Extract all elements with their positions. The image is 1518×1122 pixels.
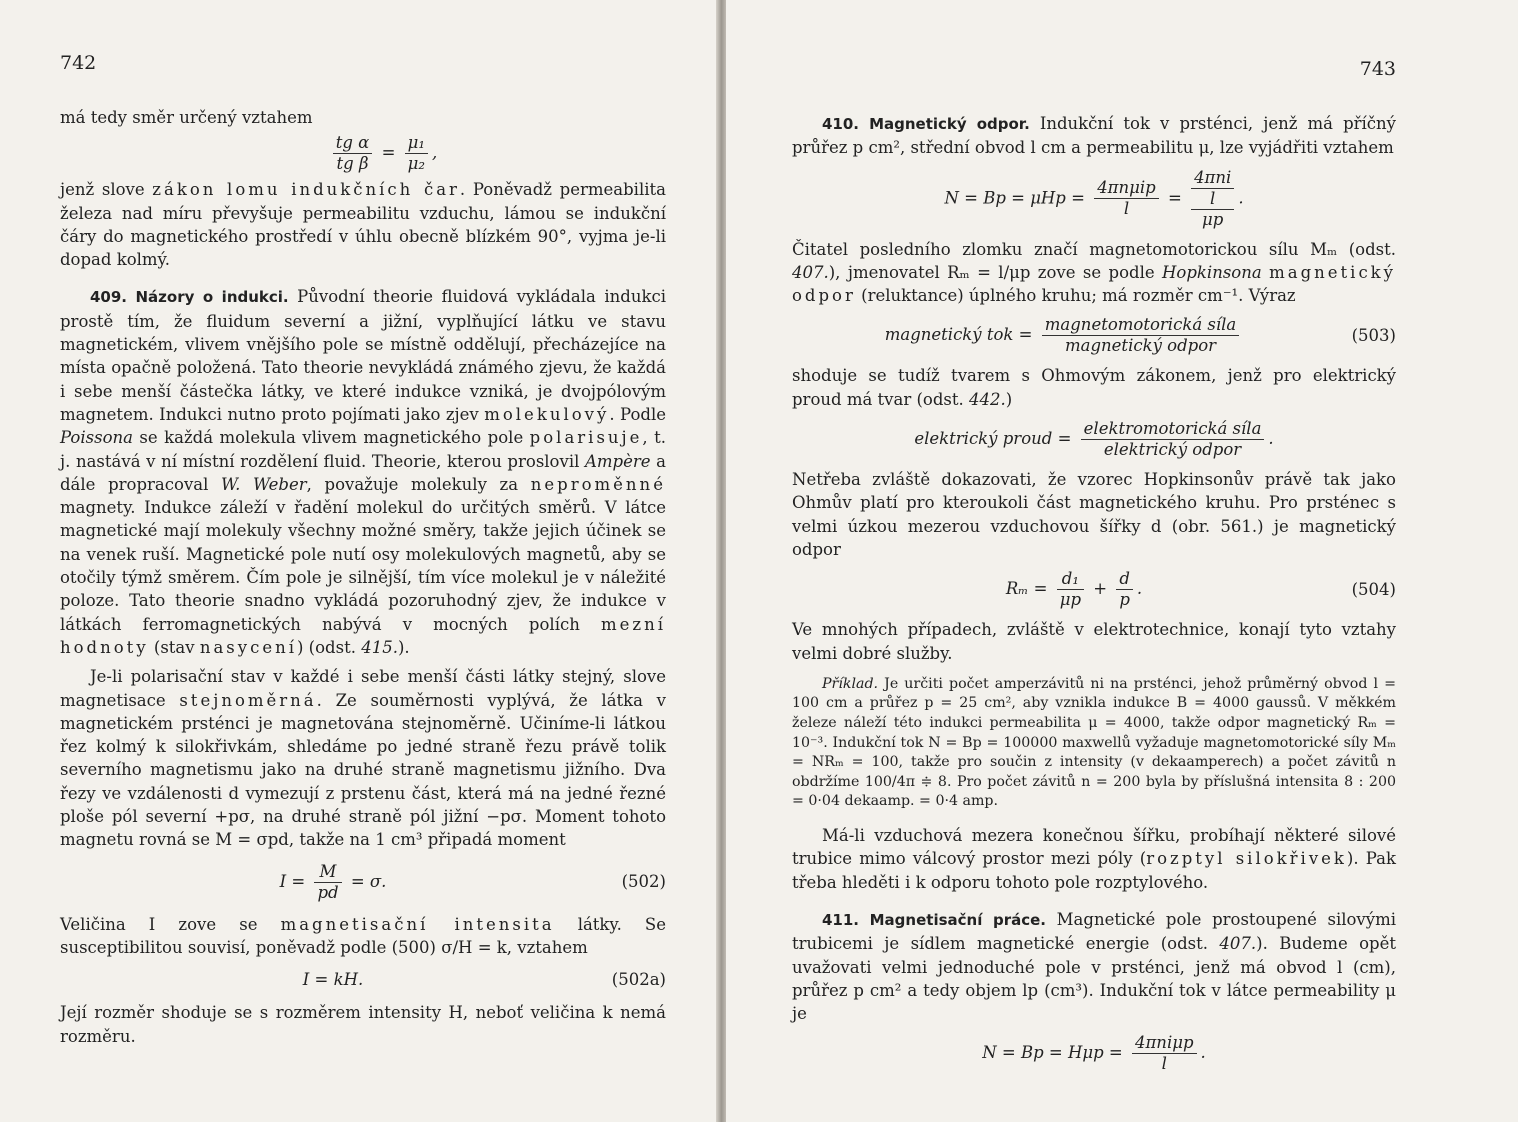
- paragraph-air-gap: Má-li vzduchová mezera konečnou šířku, probíhají některé silové trubice mimo válcový prostor mezi póly (rozptyl silokřivek). Pak třeba hleděti i k odporu tohoto pole rozptylového.: [792, 826, 1396, 892]
- paragraph-dimension: Její rozměr shoduje se s rozměrem intensity H, neboť veličina k nemá rozměru.: [60, 1003, 666, 1046]
- section-409-heading: 409. Názory o indukci.: [90, 288, 289, 307]
- page-number-left: 742: [60, 52, 97, 74]
- page-number-right: 743: [1359, 58, 1396, 80]
- equation-502a: I = kH. (502a): [302, 970, 666, 990]
- equation-504: Rₘ = $\frac{\text{d₁}}{\mu p}$ + $\frac{d}{p}$ . (504): [1005, 569, 1396, 610]
- eqLast-fraction: $\frac{\text{4πniμp}}{l}$: [1132, 1033, 1197, 1074]
- paragraph-magnetisation-intensity: Veličina I zove se magnetisační intensita látky. Se susceptibilitou souvisí, poněvadž podle (500) σ/H = k, vztahem: [60, 914, 666, 957]
- equation-refraction: $\frac{\text{tg α}}{\text{tg β}}$ = $\frac{\text{μ₁}}{\text{μ₂}}$ ,: [60, 133, 666, 174]
- intro-text: má tedy směr určený vztahem: [60, 108, 313, 127]
- section-410: 410. Magnetický odpor. Indukční tok v prsténci, jenž má příčný průřez p cm², střední obvod l cm a permeabilitu μ, lze vyjádřiti vztahem: [792, 114, 1396, 158]
- eq502-fraction: $\frac{M}{pd}$: [314, 862, 341, 903]
- equation-503-tag: (503): [1351, 325, 1396, 345]
- paragraph-reluctance: Čitatel posledního zlomku značí magnetomotorickou sílu Mₘ (odst. 407.), jmenovatel Rₘ = l/μp zove se podle Hopkinsona magnetický odpor (reluktance) úplného kruhu; má rozměr cm⁻¹. Výraz: [792, 239, 1396, 306]
- section-409: 409. Názory o indukci. Původní theorie fluidová vykládala indukci prostě tím, že fluidum severní a jižní, vyplňující látku ve stavu magnetickém, vlivem vnějšího pole se místně oddělují, přecházejíce na místa opačně položená. Tato theorie nevykládá známého zjevu, že každá i sebe menší částečka látky, ve které indukce vzniká, je dvojpólovým magnetem. Indukci nutno proto pojímati jako zjev molekulový. Podle Poissona se každá molekula vlivem magnetického pole polarisuje, t. j. nastává v ní místní rozdělení fluid. Theorie, kterou proslovil Ampère a dále propracoval W. Weber, považuje molekuly za neproměnné magnety. Indukce záleží v řadění molekul do určitých směrů. V látce magnetické mají molekuly všechny možné směry, takže jejich účinek se na venek ruší. Magnetické pole nutí osy molekulových magnetů, aby se otočily týmž směrem. Čím pole je silnější, tím více molekul je v náležité poloze. Tato theorie snadno vykládá pozoruhodný zjev, že indukce v látkách ferromagnetických nabývá v mocných polích mezní hodnoty (stav nasycení) (odst. 415.).: [60, 287, 666, 657]
- equation-502a-tag: (502a): [611, 970, 666, 990]
- eq1-lhs-fraction: $\frac{\text{tg α}}{\text{tg β}}$: [333, 133, 373, 174]
- equation-502-tag: (502): [621, 872, 666, 892]
- eq503-fraction: $\frac{\text{magnetomotorická síla}}{\text{magnetický odpor}}$: [1042, 315, 1240, 356]
- paragraph-hopkinson: Netřeba zvláště dokazovati, že vzorec Hopkinsonův právě tak jako Ohmův platí pro kteroukoli část magnetického kruhu. Pro prsténec s velmi úzkou mezerou vzduchovou šířky d (obr. 561.) je magnetický odpor: [792, 470, 1396, 559]
- equation-503: magnetický tok = $\frac{\text{magnetomotorická síla}}{\text{magnetický odpor}}$ (503): [884, 315, 1396, 356]
- example-block: Příklad. Je určiti počet amperzávitů ni na prsténci, jehož průměrný obvod l = 100 cm a průřez p = 25 cm², aby vznikla indukce B = 4000 gaussů. V měkkém železe náleží této indukci permeabilita μ = 4000, takže odpor magnetický Rₘ = 10⁻³. Indukční tok N = Bp = 100000 maxwellů vyžaduje magnetomotorické síly Mₘ = NRₘ = 100, takže pro součin z intensity (v dekaamperech) a počet závitů n obdržíme 100/4π ≑ 8. Pro počet závitů n = 200 byla by příslušná intensita 8 : 200 = 0·04 dekaamp. = 0·4 amp.: [792, 675, 1396, 810]
- equation-flux: N = Bp = μHp = $\frac{\text{4πnμip}}{l}$ = 4πni l μp .: [944, 167, 1244, 229]
- section-411-heading: 411. Magnetisační práce.: [822, 910, 1046, 929]
- eqN-fraction-1: $\frac{\text{4πnμip}}{l}$: [1094, 178, 1159, 219]
- equation-flux-final: N = Bp = Hμp = $\frac{\text{4πniμp}}{l}$ .: [982, 1033, 1206, 1074]
- eq1-rhs-fraction: $\frac{\text{μ₁}}{\text{μ₂}}$: [405, 133, 428, 174]
- equation-electric-current: elektrický proud = $\frac{\text{elektromotorická síla}}{\text{elektrický odpor}}$ .: [914, 419, 1274, 460]
- example-heading: Příklad.: [822, 675, 879, 692]
- eqI-fraction: $\frac{\text{elektromotorická síla}}{\text{elektrický odpor}}$: [1081, 419, 1265, 460]
- right-page: [726, 0, 1518, 1122]
- left-page: [0, 0, 722, 1122]
- eqN-fraction-2: 4πni l μp: [1191, 168, 1234, 230]
- equation-504-tag: (504): [1351, 579, 1396, 599]
- paragraph-ohm-analogy: shoduje se tudíž tvarem s Ohmovým zákonem, jenž pro elektrický proud má tvar (odst. 442.): [792, 366, 1396, 409]
- section-411: 411. Magnetisační práce. Magnetické pole prostoupené silovými trubicemi je sídlem magnetické energie (odst. 407.). Budeme opět uvažovati velmi jednoduché pole v prsténci, jenž má obvod l (cm), průřez p cm² a tedy objem lp (cm³). Indukční tok v látce permeability μ je: [792, 909, 1397, 1024]
- eq504-fraction-1: $\frac{\text{d₁}}{\mu p}$: [1057, 569, 1084, 610]
- eq504-fraction-2: $\frac{d}{p}$: [1116, 569, 1133, 610]
- paragraph-applications: Ve mnohých případech, zvláště v elektrotechnice, konají tyto vztahy velmi dobré služby.: [792, 620, 1396, 663]
- paragraph-uniform-magnetisation: Je-li polarisační stav v každé i sebe menší části látky stejný, slove magnetisace stejnoměrná. Ze souměrnosti vyplývá, že látka v magnetickém prsténci je magnetována stejnoměrně. Učiníme-li látkou řez kolmý k silokřivkám, shledáme po jedné straně řezu právě tolik severního magnetismu jako na druhé straně magnetismu jižního. Dva řezy ve vzdálenosti d vymezují z prstenu část, která má na jedné řezné ploše pól severní +pσ, na druhé straně pól jižní −pσ. Moment tohoto magnetu rovná se M = σpd, takže na 1 cm³ připadá moment: [60, 667, 667, 850]
- section-410-heading: 410. Magnetický odpor.: [822, 115, 1030, 133]
- paragraph-law-refraction: jenž slove zákon lomu indukčních čar. Poněvadž permeabilita železa nad míru převyšuje permeabilitu vzduchu, lámou se indukční čáry do magnetického prostředí v úhlu obecně blízkém 90°, vyjma je-li dopad kolmý.: [60, 180, 666, 270]
- equation-502: I = $\frac{M}{pd}$ = σ. (502): [279, 861, 666, 902]
